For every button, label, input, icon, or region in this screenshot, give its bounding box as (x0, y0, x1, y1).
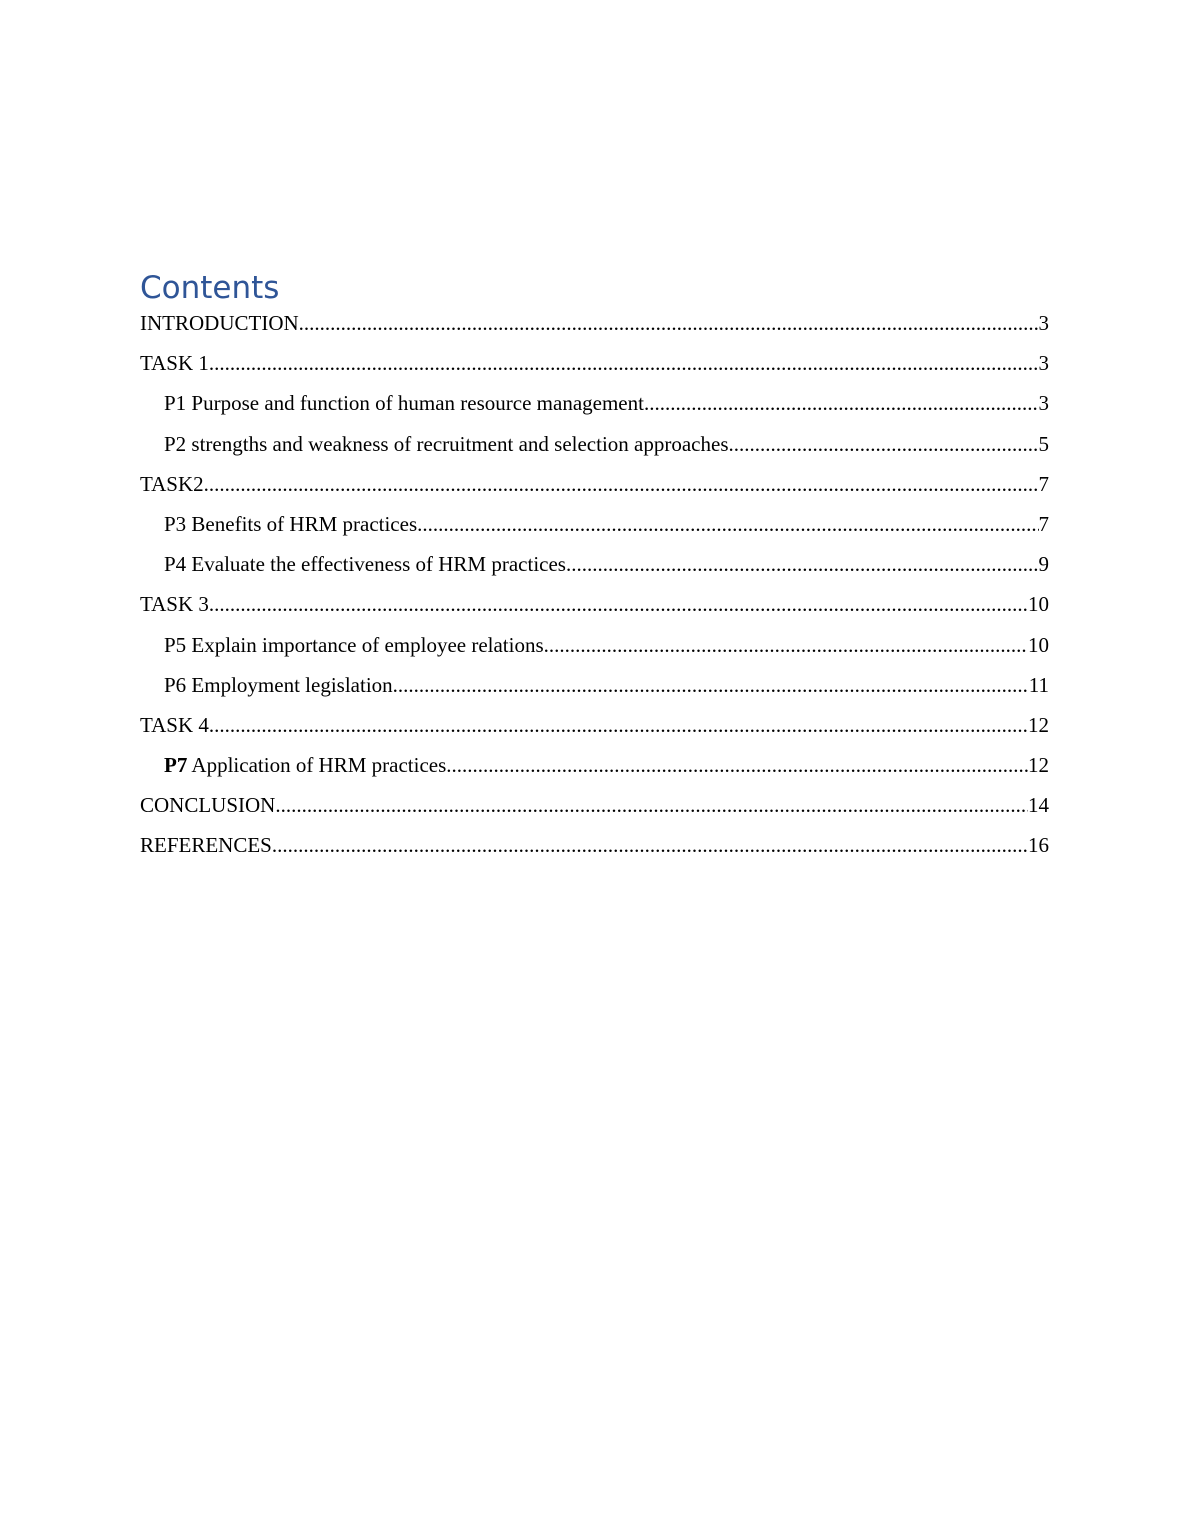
toc-dot-leader (566, 544, 1039, 584)
toc-entry-title: CONCLUSION (140, 793, 276, 818)
toc-page-number: 7 (1038, 511, 1049, 536)
toc-entry-title: REFERENCES (140, 833, 272, 858)
toc-entry-p6[interactable] (140, 665, 1049, 705)
toc-entry-task-4[interactable] (140, 705, 1049, 745)
toc-dot-leader (272, 825, 1028, 865)
toc-entry-p7[interactable] (140, 745, 1049, 785)
toc-entry-prefix: P7 (164, 753, 188, 778)
toc-page-number: 9 (1038, 552, 1049, 577)
toc-dot-leader (417, 504, 1038, 544)
toc-page-number: 10 (1028, 592, 1049, 617)
toc-page-number: 3 (1038, 311, 1049, 335)
toc-dot-leader (209, 705, 1028, 745)
toc-dot-leader (299, 303, 1039, 343)
toc-entry-task-1[interactable] (140, 343, 1049, 383)
toc-entry-title-text: Application of HRM practices (187, 753, 447, 778)
toc-dot-leader (393, 665, 1029, 705)
toc-page-number: 7 (1038, 471, 1049, 496)
toc-page-number: 3 (1038, 391, 1049, 416)
toc-entry-title: INTRODUCTION (140, 311, 299, 335)
toc-page-number: 10 (1028, 632, 1049, 657)
toc-entry-title (164, 745, 446, 785)
toc-entry-p1[interactable] (140, 383, 1049, 423)
table-of-contents (140, 303, 1049, 866)
toc-entry-p5[interactable] (140, 625, 1049, 665)
toc-entry-title: P2 strengths and weakness of recruitment and selection approaches (164, 431, 729, 456)
toc-dot-leader (204, 464, 1039, 504)
toc-dot-leader (209, 343, 1039, 383)
toc-page-number: 16 (1028, 833, 1049, 858)
toc-entry-title: P5 Explain importance of employee relations (164, 632, 544, 657)
toc-page-number: 3 (1038, 351, 1049, 376)
toc-page-number: 5 (1038, 431, 1049, 456)
toc-page-number: 11 (1028, 672, 1049, 697)
toc-entry-title: TASK2 (140, 471, 204, 496)
toc-dot-leader (544, 625, 1028, 665)
toc-entry-title: P3 Benefits of HRM practices (164, 511, 418, 536)
toc-entry-title: P1 Purpose and function of human resource management (164, 391, 644, 416)
toc-entry-p2[interactable] (140, 424, 1049, 464)
toc-entry-title: P4 Evaluate the effectiveness of HRM practices (164, 552, 566, 577)
toc-dot-leader (446, 745, 1028, 785)
toc-entry-title: P6 Employment legislation (164, 672, 393, 697)
toc-page-number: 12 (1028, 712, 1049, 737)
toc-entry-title: TASK 1 (140, 351, 209, 376)
toc-page-number: 14 (1028, 793, 1049, 818)
toc-entry-task-2[interactable] (140, 464, 1049, 504)
toc-entry-title: TASK 4 (140, 712, 209, 737)
toc-entry-conclusion[interactable] (140, 785, 1049, 825)
toc-dot-leader (644, 383, 1039, 423)
toc-heading: Contents (140, 270, 280, 306)
toc-entry-title: TASK 3 (140, 592, 209, 617)
toc-entry-task-3[interactable] (140, 584, 1049, 624)
toc-dot-leader (209, 584, 1028, 624)
toc-dot-leader (729, 424, 1039, 464)
toc-entry-p3[interactable] (140, 504, 1049, 544)
toc-entry-introduction[interactable] (140, 303, 1049, 343)
toc-dot-leader (275, 785, 1028, 825)
toc-page-number: 12 (1028, 753, 1049, 778)
toc-entry-references[interactable] (140, 825, 1049, 865)
toc-entry-p4[interactable] (140, 544, 1049, 584)
